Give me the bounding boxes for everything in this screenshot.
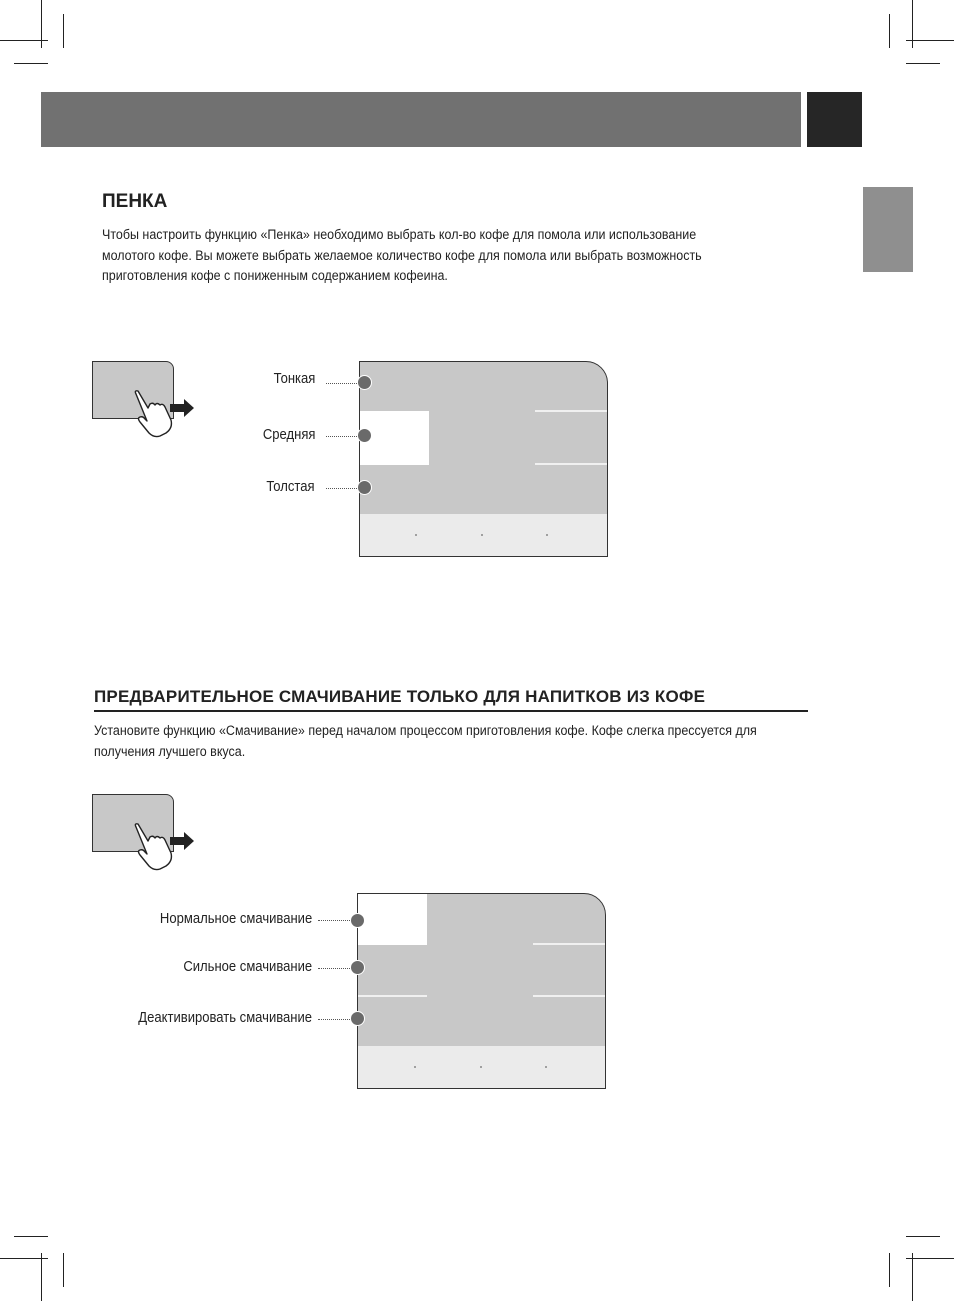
- section-paragraph: [94, 721, 842, 762]
- screen-dot: [480, 1066, 482, 1068]
- header-bar: [41, 92, 801, 147]
- option-label: Нормальное смачивание: [159, 911, 312, 927]
- screen-divider: [535, 463, 608, 465]
- crop-mark: [41, 1253, 42, 1301]
- option-label: Деактивировать смачивание: [138, 1010, 312, 1026]
- screen-display: [357, 893, 606, 1089]
- screen-dot: [414, 1066, 416, 1068]
- option-label: Средняя: [262, 427, 315, 443]
- option-label: Сильное смачивание: [183, 959, 312, 975]
- callout-dot-icon: [350, 960, 365, 975]
- screen-divider: [358, 995, 427, 997]
- screen-dot: [481, 534, 483, 536]
- crop-mark: [41, 0, 42, 48]
- header-page-tab: [807, 92, 862, 147]
- screen-footer: [358, 1046, 605, 1088]
- screen-dot: [545, 1066, 547, 1068]
- screen-divider: [535, 410, 608, 412]
- paragraph-line: приготовления кофе с пониженным содержанием кофеина.: [102, 268, 448, 284]
- paragraph-line: Чтобы настроить функцию «Пенка» необходимо выбрать кол-во кофе для помола или использование: [102, 227, 697, 243]
- crop-mark: [14, 1236, 48, 1237]
- screen-dot: [546, 534, 548, 536]
- callout-dot-icon: [357, 428, 372, 443]
- callout-dot-icon: [357, 480, 372, 495]
- paragraph-line: молотого кофе. Вы можете выбрать желаемое количество кофе для помола или выбрать возможность: [102, 247, 702, 264]
- option-label: Толстая: [266, 479, 315, 495]
- crop-mark: [14, 63, 48, 64]
- callout-dot-icon: [357, 375, 372, 390]
- screen-display: [359, 361, 608, 557]
- selected-row-highlight: [358, 894, 427, 945]
- crop-mark: [906, 1258, 954, 1259]
- crop-mark: [912, 0, 913, 48]
- screen-footer: [360, 514, 607, 556]
- option-label: Тонкая: [273, 371, 315, 387]
- crop-mark: [63, 14, 64, 48]
- callout-dot-icon: [350, 1011, 365, 1026]
- paragraph-line: Установите функцию «Смачивание» перед началом процессом приготовления кофе. Кофе слегка прессуется для: [94, 723, 757, 739]
- pointing-hand-icon: [126, 821, 196, 873]
- crop-mark: [912, 1253, 913, 1301]
- title-underline: [94, 710, 808, 712]
- screen-dot: [415, 534, 417, 536]
- leader-line: [326, 383, 359, 384]
- screen-divider: [533, 943, 606, 945]
- section-title: ПЕНКА: [102, 191, 168, 212]
- crop-mark: [906, 1236, 940, 1237]
- callout-dot-icon: [350, 913, 365, 928]
- section-paragraph: [102, 225, 780, 287]
- crop-mark: [906, 40, 954, 41]
- crop-mark: [63, 1253, 64, 1287]
- language-side-tab: [863, 187, 913, 272]
- crop-mark: [889, 1253, 890, 1287]
- section-title: ПРЕДВАРИТЕЛЬНОЕ СМАЧИВАНИЕ ТОЛЬКО ДЛЯ НАПИТКОВ ИЗ КОФЕ: [94, 687, 706, 706]
- screen-divider: [533, 995, 606, 997]
- crop-mark: [889, 14, 890, 48]
- pointing-hand-icon: [126, 388, 196, 440]
- leader-line: [326, 436, 359, 437]
- crop-mark: [906, 63, 940, 64]
- leader-line: [326, 488, 359, 489]
- paragraph-line: получения лучшего вкуса.: [94, 743, 246, 760]
